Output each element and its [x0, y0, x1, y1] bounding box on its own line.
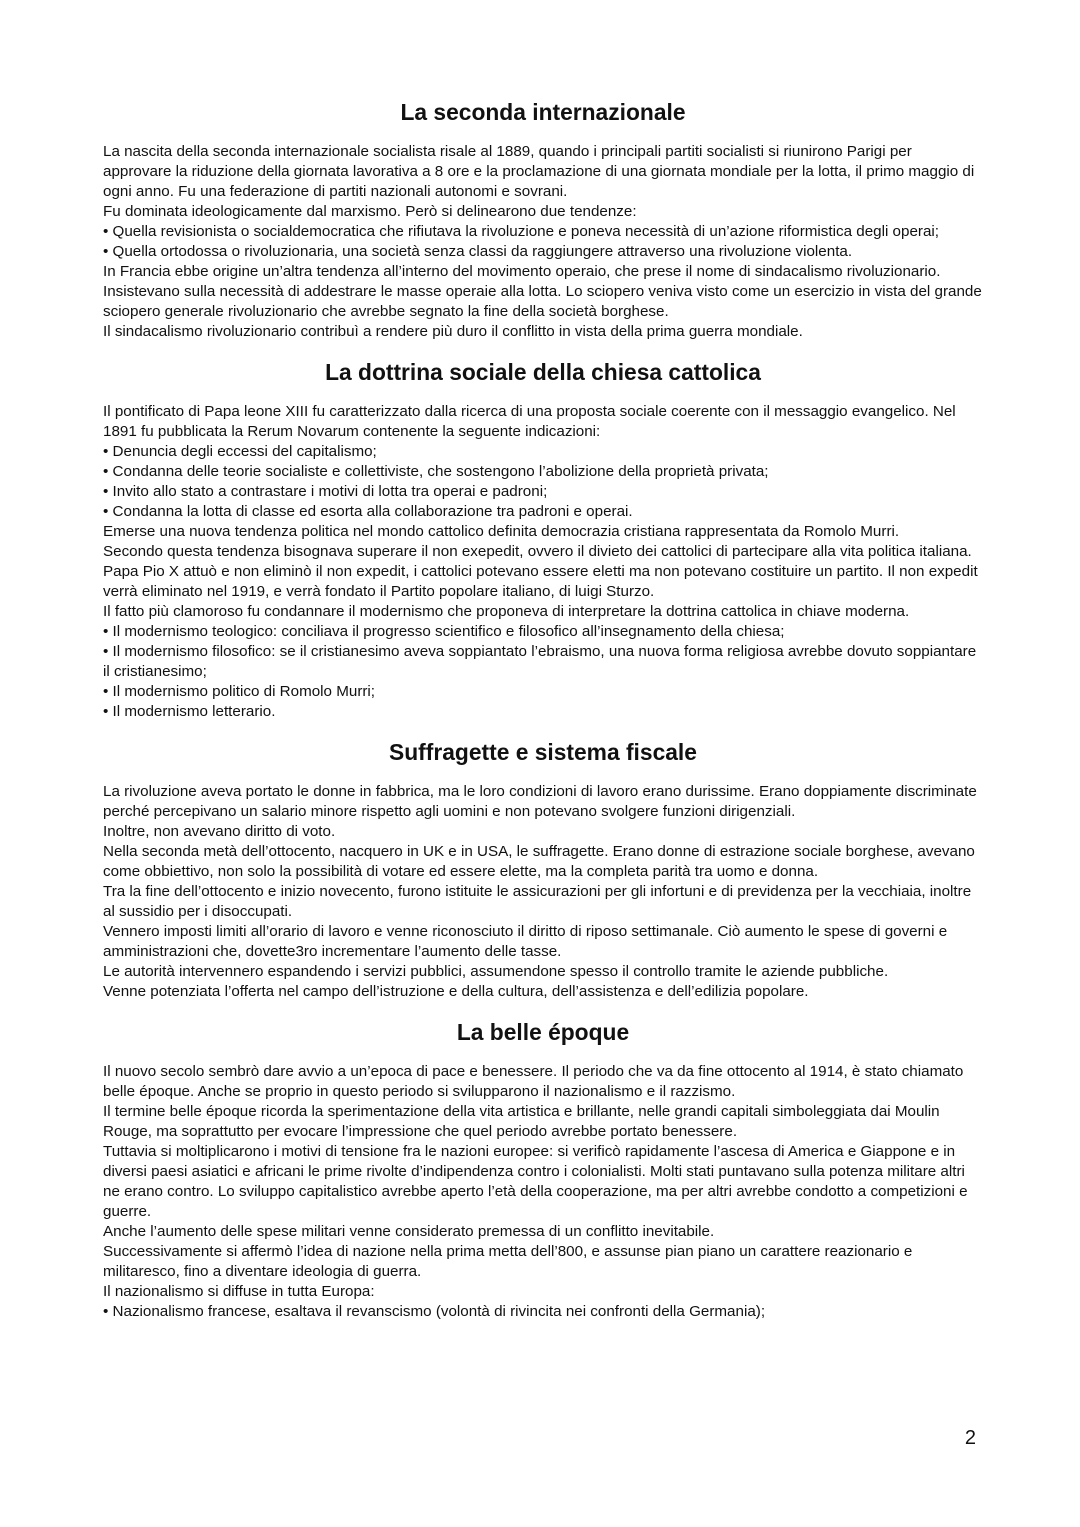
- paragraph: Anche l’aumento delle spese militari venne considerato premessa di un conflitto inevitabile.: [103, 1223, 715, 1240]
- paragraph: Successivamente si affermò l’idea di nazione nella prima metta dell’800, e assunse pian piano un carattere reazionario e militaresco, fino a diventare ideologia di guerra.: [103, 1243, 913, 1280]
- paragraph: Insistevano sulla necessità di addestrare le masse operaie alla lotta. Lo sciopero veniva visto come un esercizio in vista del grande sciopero generale rivoluzionario che avrebbe segnato la fine della società borghese.: [103, 283, 982, 320]
- paragraph: Le autorità intervennero espandendo i servizi pubblici, assumendone spesso il controllo tramite le aziende pubbliche.: [103, 963, 889, 980]
- bullet-item: • Invito allo stato a contrastare i motivi di lotta tra operai e padroni;: [103, 483, 548, 500]
- bullet-item: • Il modernismo teologico: conciliava il progresso scientifico e filosofico all’insegnamento della chiesa;: [103, 623, 785, 640]
- paragraph: Il fatto più clamoroso fu condannare il modernismo che proponeva di interpretare la dottrina cattolica in chiave moderna.: [103, 603, 910, 620]
- paragraph: Papa Pio X attuò e non eliminò il non expedit, i cattolici potevano essere eletti ma non potevano costituire un partito. Il non expedit verrà eliminato nel 1919, e verrà fondato il Partito popolare italiano, di luigi Sturzo.: [103, 563, 978, 600]
- bullet-item: • Condanna delle teorie socialiste e collettiviste, che sostengono l’abolizione della proprietà privata;: [103, 463, 769, 480]
- page-number: 2: [964, 1427, 976, 1449]
- paragraph: Secondo questa tendenza bisognava superare il non exepedit, ovvero il divieto dei cattolici di partecipare alla vita politica italiana.: [103, 543, 972, 560]
- paragraph: Il sindacalismo rivoluzionario contribuì a rendere più duro il conflitto in vista della prima guerra mondiale.: [103, 323, 803, 340]
- section-belle-epoque: [103, 1019, 983, 1322]
- paragraph: Tuttavia si moltiplicarono i motivi di tensione fra le nazioni europee: si verificò rapidamente l’ascesa di America e Giappone e in diversi paesi asiatici e africani le prime rivolte d’indipendenza contro i colonialisti. Molti stati puntavano sulla potenza militare altri ne erano contro. Lo sviluppo capitalistico avrebbe aperto l’età della cooperazione, ma per altri avrebbe condotto a competizioni e guerre.: [103, 1143, 968, 1220]
- paragraph: Emerse una nuova tendenza politica nel mondo cattolico definita democrazia cristiana rappresentata da Romolo Murri.: [103, 523, 900, 540]
- section-title: Suffragette e sistema fiscale: [389, 739, 697, 765]
- paragraph: Il pontificato di Papa leone XIII fu caratterizzato dalla ricerca di una proposta sociale coerente con il messaggio evangelico. Nel 1891 fu pubblicata la Rerum Novarum contenente la seguente indicazioni:: [103, 403, 956, 440]
- bullet-item: • Denuncia degli eccessi del capitalismo;: [103, 443, 377, 460]
- section-dottrina-sociale: [103, 359, 983, 722]
- paragraph: Il nazionalismo si diffuse in tutta Europa:: [103, 1283, 375, 1300]
- paragraph: Il nuovo secolo sembrò dare avvio a un’epoca di pace e benessere. Il periodo che va da fine ottocento al 1914, è stato chiamato belle époque. Anche se proprio in questo periodo si svilupparono il nazionalismo e il razzismo.: [103, 1063, 964, 1100]
- paragraph: Tra la fine dell’ottocento e inizio novecento, furono istituite le assicurazioni per gli infortuni e di previdenza per la vecchiaia, inoltre al sussidio per i disoccupati.: [103, 883, 972, 920]
- paragraph: Nella seconda metà dell’ottocento, nacquero in UK e in USA, le suffragette. Erano donne di estrazione sociale borghese, avevano come obbiettivo, non solo la possibilità di votare ed essere elette, ma la completa parità tra uomo e donna.: [103, 843, 975, 880]
- bullet-item: • Quella revisionista o socialdemocratica che rifiutava la rivoluzione e poneva necessità di un’azione riformistica degli operai;: [103, 223, 939, 240]
- paragraph: In Francia ebbe origine un’altra tendenza all’interno del movimento operaio, che prese il nome di sindacalismo rivoluzionario.: [103, 263, 941, 280]
- paragraph: Fu dominata ideologicamente dal marxismo. Però si delinearono due tendenze:: [103, 203, 637, 220]
- document-page: [103, 99, 983, 1322]
- section-seconda-internazionale: [103, 99, 983, 342]
- bullet-item: • Il modernismo filosofico: se il cristianesimo aveva soppiantato l’ebraismo, una nuova forma religiosa avrebbe dovuto soppiantare il cristianesimo;: [103, 643, 977, 680]
- bullet-item: • Nazionalismo francese, esaltava il revanscismo (volontà di rivincita nei confronti della Germania);: [103, 1303, 766, 1320]
- paragraph: Venne potenziata l’offerta nel campo dell’istruzione e della cultura, dell’assistenza e dell’edilizia popolare.: [103, 983, 809, 1000]
- section-title: La seconda internazionale: [400, 99, 686, 125]
- section-title: La belle époque: [456, 1019, 630, 1045]
- bullet-item: • Il modernismo politico di Romolo Murri;: [103, 683, 376, 700]
- paragraph: Il termine belle époque ricorda la sperimentazione della vita artistica e brillante, nelle grandi capitali simboleggiata dai Moulin Rouge, ma soprattutto per evocare l’impressione che quel periodo avrebbe portato benessere.: [103, 1103, 940, 1140]
- paragraph: La rivoluzione aveva portato le donne in fabbrica, ma le loro condizioni di lavoro erano durissime. Erano doppiamente discriminate perché percepivano un salario minore rispetto agli uomini e non potevano svolgere funzioni dirigenziali.: [103, 783, 977, 820]
- paragraph: La nascita della seconda internazionale socialista risale al 1889, quando i principali partiti socialisti si riunirono Parigi per approvare la riduzione della giornata lavorativa a 8 ore e la proclamazione di una giornata mondiale per la lotta, il primo maggio di ogni anno. Fu una federazione di partiti nazionali autonomi e sovrani.: [103, 143, 975, 200]
- bullet-item: • Quella ortodossa o rivoluzionaria, una società senza classi da raggiungere attraverso una rivoluzione violenta.: [103, 243, 853, 260]
- bullet-item: • Il modernismo letterario.: [103, 703, 276, 720]
- bullet-item: • Condanna la lotta di classe ed esorta alla collaborazione tra padroni e operai.: [103, 503, 633, 520]
- paragraph: Inoltre, non avevano diritto di voto.: [103, 823, 336, 840]
- section-title: La dottrina sociale della chiesa cattolica: [325, 359, 761, 385]
- section-suffragette: [103, 739, 983, 1002]
- paragraph: Vennero imposti limiti all’orario di lavoro e venne riconosciuto il diritto di riposo settimanale. Ciò aumento le spese di governi e amministrazioni che, dovette3ro incrementare l’aumento delle tasse.: [103, 923, 948, 960]
